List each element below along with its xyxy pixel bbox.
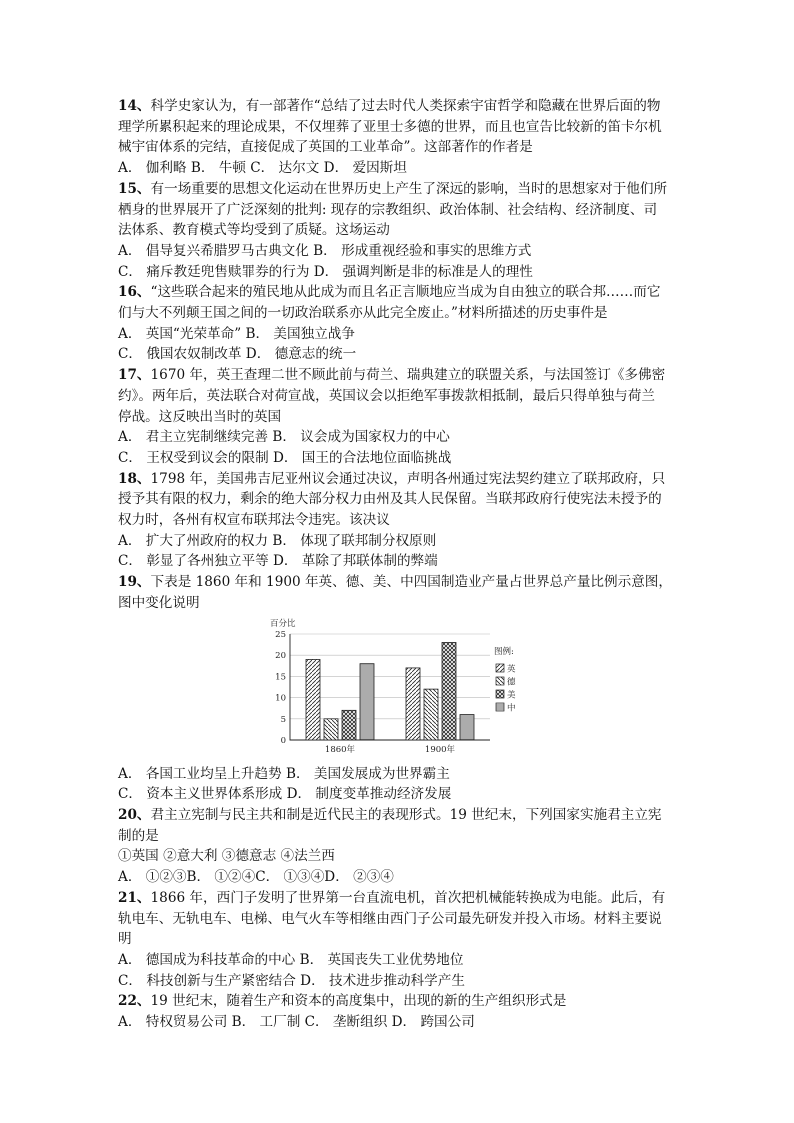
- line-text: A． ①②③B． ①②④C． ①③④D． ②③④: [118, 869, 394, 886]
- question-number: 16、: [118, 284, 151, 301]
- question-number: 18、: [118, 470, 151, 487]
- question-stem-line: [118, 991, 678, 1012]
- question-stem-line: [118, 407, 678, 428]
- question-stem-line: [118, 489, 678, 510]
- question-stem-line: [118, 117, 678, 138]
- line-text: ①英国 ②意大利 ③德意志 ④法兰西: [118, 848, 335, 865]
- bar-0-0: [306, 659, 320, 740]
- question-5: [118, 572, 678, 805]
- line-text: 轨电车、无轨电车、电梯、电气火车等相继由西门子公司最先研发并投入市场。材料主要说: [118, 910, 662, 927]
- chart-svg: [268, 616, 528, 756]
- line-text: 1670 年，英王查理二世不顾此前与荷兰、瑞典建立的联盟关系，与法国签订《多佛密: [150, 367, 666, 384]
- question-stem-line: [118, 805, 678, 826]
- question-number: 20、: [118, 806, 151, 823]
- line-text: C． 资本主义世界体系形成 D． 制度变革推动经济发展: [118, 786, 452, 803]
- answer-options: [118, 262, 678, 283]
- question-number: 14、: [118, 98, 151, 114]
- line-text: 明: [118, 931, 132, 948]
- line-text: A． 倡导复兴希腊罗马古典文化 B． 形成重视经验和事实的思维方式: [118, 242, 532, 259]
- exam-page: [118, 96, 678, 1033]
- question-number: 21、: [118, 889, 151, 906]
- y-tick-label: 0: [280, 735, 286, 746]
- line-text: 下表是 1860 年和 1900 年英、德、美、中四国制造业产量占世界总产量比例示意图，: [150, 574, 672, 591]
- x-category-label: 1860年: [324, 744, 356, 755]
- line-text: 权力时，各州有权宣布联邦法令违宪。该决议: [118, 512, 390, 529]
- answer-options: [118, 531, 678, 552]
- answer-options: [118, 241, 678, 262]
- question-stem-line: [118, 96, 678, 117]
- bar-0-3: [360, 663, 374, 739]
- line-text: 制的是: [118, 827, 159, 844]
- line-text: A． 扩大了州政府的权力 B． 体现了联邦制分权原则: [118, 532, 437, 549]
- line-text: 法体系、教育模式等均受到了质疑。这场运动: [118, 222, 390, 239]
- legend-label: 德: [507, 677, 516, 688]
- line-text: 君主立宪制与民主共和制是近代民主的表现形式。19 世纪末，下列国家实施君主立宪: [150, 806, 662, 823]
- question-stem-line: [118, 282, 678, 303]
- y-axis-label: 百分比: [270, 618, 296, 629]
- answer-options: [118, 551, 678, 572]
- legend-label: 中: [507, 703, 516, 714]
- line-text: 约》。两年后，英法联合对荷宣战，英国议会以拒绝军事拨款相抵制，最后只得单独与荷兰: [118, 387, 655, 404]
- legend-swatch: [496, 677, 504, 685]
- answer-options: [118, 324, 678, 345]
- question-stem-line: [118, 200, 678, 221]
- bar-1-0: [406, 667, 420, 739]
- legend-swatch: [496, 703, 504, 711]
- answer-options: [118, 784, 678, 805]
- bar-1-3: [460, 714, 474, 739]
- question-2: [118, 282, 678, 365]
- line-text: 1866 年，西门子发明了世界第一台直流电机，首次把机械能转换成为电能。此后，有: [150, 889, 666, 906]
- question-stem-line: [118, 510, 678, 531]
- legend-swatch: [496, 690, 504, 698]
- line-text: C． 科技创新与生产紧密结合 D． 技术进步推动科学产生: [118, 972, 465, 989]
- question-6: [118, 805, 678, 888]
- legend-title: 图例:: [494, 646, 514, 657]
- legend-label: 英: [507, 664, 516, 675]
- question-stem-line: [118, 365, 678, 386]
- question-stem-line: [118, 593, 678, 614]
- line-text: C． 痛斥教廷兜售赎罪券的行为 D． 强调判断是非的标准是人的理性: [118, 263, 533, 280]
- bar-1-1: [424, 689, 438, 740]
- question-stem-line: [118, 137, 678, 158]
- question-stem-line: [118, 888, 678, 909]
- bar-0-1: [324, 718, 338, 739]
- line-text: 图中变化说明: [118, 594, 200, 611]
- question-4: [118, 469, 678, 573]
- question-stem-line: [118, 846, 678, 867]
- question-stem-line: [118, 909, 678, 930]
- line-text: C． 王权受到议会的限制 D． 国王的合法地位面临挑战: [118, 449, 452, 466]
- line-text: C． 彰显了各州独立平等 D． 革除了邦联体制的弊端: [118, 553, 438, 570]
- line-text: 停战。这反映出当时的英国: [118, 408, 282, 425]
- line-text: A． 英国“光荣革命” B． 美国独立战争: [118, 325, 355, 342]
- bar-1-2: [442, 642, 456, 740]
- question-3: [118, 365, 678, 469]
- line-text: 们与大不列颠王国之间的一切政治联系亦从此完全废止。”材料所描述的历史事件是: [118, 305, 608, 322]
- question-8: [118, 991, 678, 1032]
- question-1: [118, 179, 678, 283]
- line-text: 授予其有限的权力，剩余的绝大部分权力由州及其人民保留。当联邦政府行使宪法未授予的: [118, 491, 662, 508]
- line-text: 理学所累积起来的理论成果，不仅埋葬了亚里士多德的世界，而且也宣告比较新的笛卡尔机: [118, 118, 662, 135]
- line-text: A． 君主立宪制继续完善 B． 议会成为国家权力的中心: [118, 429, 450, 446]
- bar-chart: [118, 616, 678, 760]
- y-tick-label: 10: [275, 693, 286, 704]
- answer-options: [118, 1012, 678, 1033]
- question-number: 22、: [118, 993, 151, 1010]
- line-text: 1798 年，美国弗吉尼亚州议会通过决议，声明各州通过宪法契约建立了联邦政府，只: [150, 470, 666, 487]
- answer-options: [118, 867, 678, 888]
- bar-0-2: [342, 710, 356, 740]
- line-text: 科学史家认为，有一部著作“总结了过去时代人类探索宇宙哲学和隐藏在世界后面的物: [150, 98, 661, 114]
- line-text: 械宇宙体系的完结，直接促成了英国的工业革命”。这部著作的作者是: [118, 139, 533, 156]
- answer-options: [118, 427, 678, 448]
- answer-options: [118, 971, 678, 992]
- line-text: A． 德国成为科技革命的中心 B． 英国丧失工业优势地位: [118, 951, 464, 968]
- question-stem-line: [118, 386, 678, 407]
- answer-options: [118, 764, 678, 785]
- question-7: [118, 888, 678, 992]
- question-number: 15、: [118, 180, 151, 197]
- answer-options: [118, 448, 678, 469]
- answer-options: [118, 950, 678, 971]
- question-stem-line: [118, 220, 678, 241]
- line-text: A． 特权贸易公司 B． 工厂制 C． 垄断组织 D． 跨国公司: [118, 1014, 475, 1031]
- y-tick-label: 20: [275, 650, 286, 661]
- x-category-label: 1900年: [424, 744, 456, 755]
- answer-options: [118, 344, 678, 365]
- question-stem-line: [118, 929, 678, 950]
- line-text: A． 伽利略 B． 牛顿 C． 达尔文 D． 爱因斯坦: [118, 160, 407, 177]
- line-text: 栖身的世界展开了广泛深刻的批判: 现存的宗教组织、政治体制、社会结构、经济制度、司: [118, 201, 658, 218]
- y-tick-label: 25: [275, 629, 286, 640]
- question-stem-line: [118, 303, 678, 324]
- question-stem-line: [118, 572, 678, 593]
- y-tick-label: 15: [275, 671, 286, 682]
- line-text: A． 各国工业均呈上升趋势 B． 美国发展成为世界霸主: [118, 765, 450, 782]
- question-stem-line: [118, 469, 678, 490]
- question-stem-line: [118, 179, 678, 200]
- line-text: C． 俄国农奴制改革 D． 德意志的统一: [118, 346, 357, 363]
- legend-swatch: [496, 664, 504, 672]
- line-text: 19 世纪末，随着生产和资本的高度集中，出现的新的生产组织形式是: [150, 993, 567, 1010]
- y-tick-label: 5: [280, 714, 286, 725]
- question-0: [118, 96, 678, 179]
- question-number: 17、: [118, 367, 151, 384]
- legend-label: 美: [507, 690, 516, 701]
- line-text: “这些联合起来的殖民地从此成为而且名正言顺地应当成为自由独立的联合邦……而它: [150, 284, 661, 301]
- question-stem-line: [118, 826, 678, 847]
- question-number: 19、: [118, 574, 151, 591]
- answer-options: [118, 158, 678, 179]
- line-text: 有一场重要的思想文化运动在世界历史上产生了深远的影响，当时的思想家对于他们所: [150, 180, 668, 197]
